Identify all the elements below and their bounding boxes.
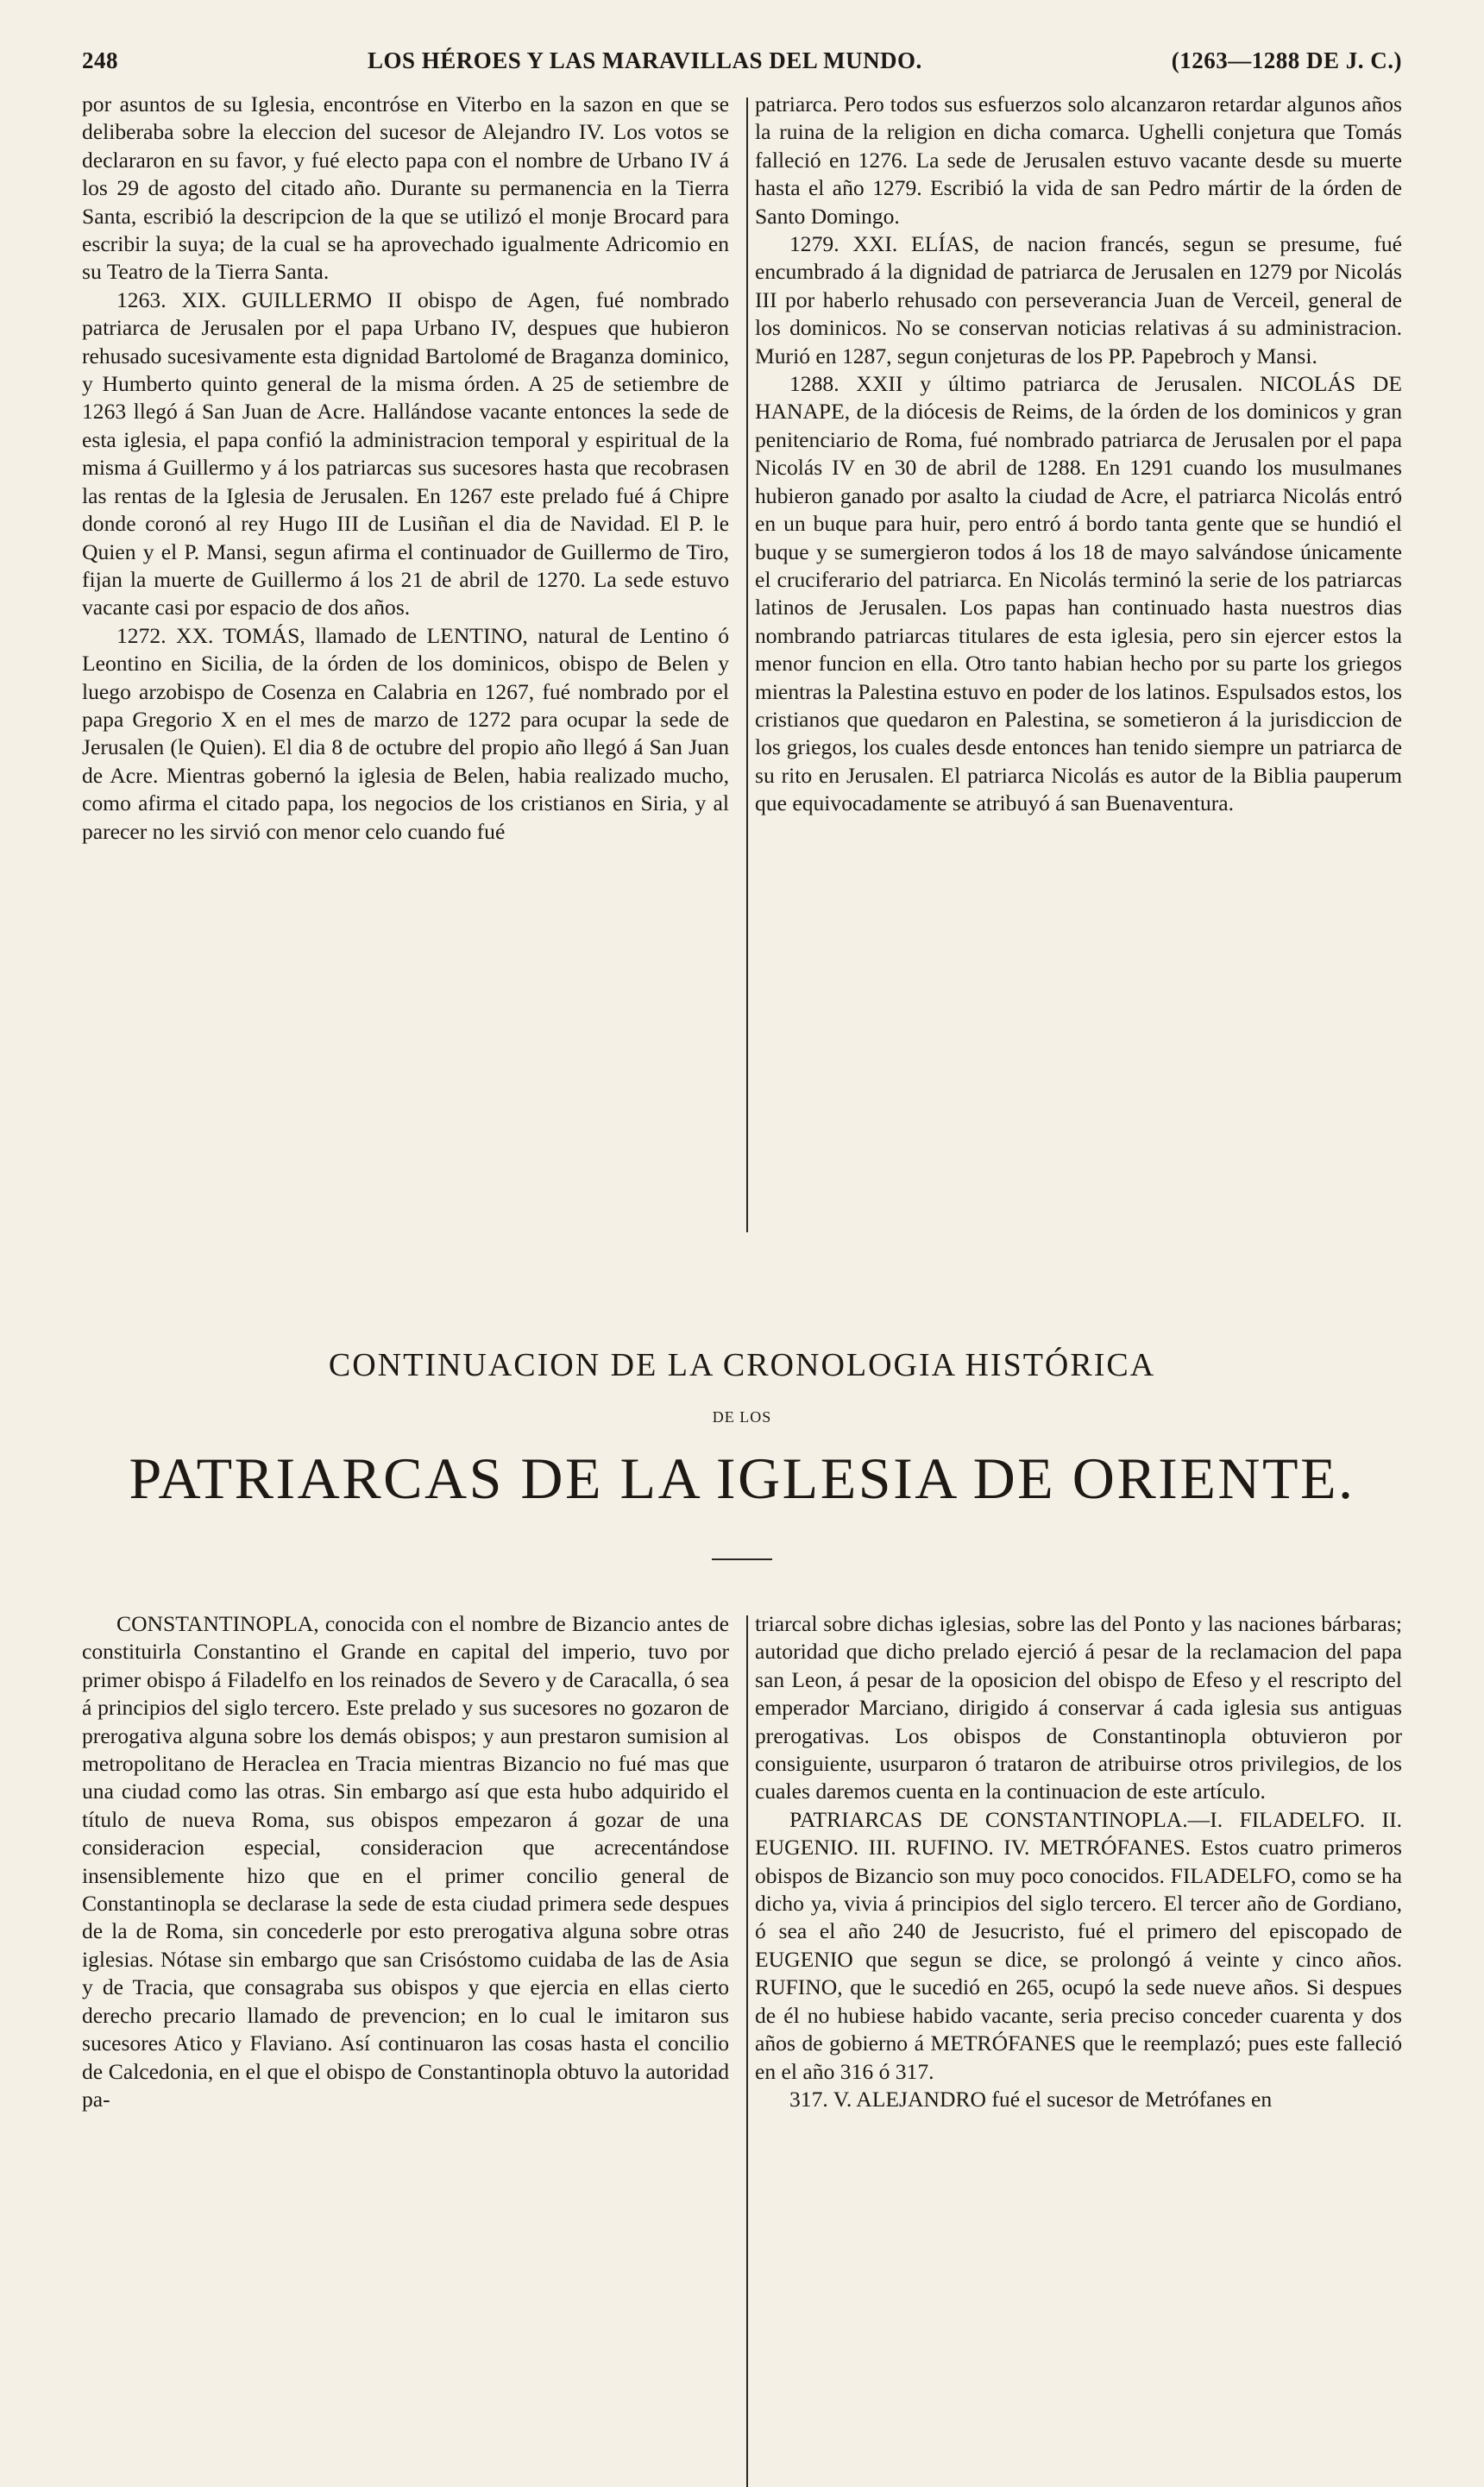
column-divider	[746, 98, 748, 1232]
year-range: (1263—1288 DE J. C.)	[1171, 47, 1402, 73]
paragraph: patriarca. Pero todos sus esfuerzos solo alcanzaron retardar algunos años la ruina de la religion en dicha comarca. Ughelli conjetura que Tomás falleció en 1276. La sede de Jerusalen estuvo vacante desde su muerte hasta el año 1279. Escribió la vida de san Pedro mártir de la órden de Santo Domingo.	[755, 91, 1402, 229]
paragraph: 317. V. ALEJANDRO fué el sucesor de Metrófanes en	[789, 2086, 1273, 2112]
paragraph: 1279. XXI. ELÍAS, de nacion francés, segun se presume, fué encumbrado á la dignidad de patriarca de Jerusalen en 1279 por Nicolás III por haberlo rehusado con perseverancia Juan de Verceil, general de los dominicos. No se conservan noticias relativas á su administracion. Murió en 1287, segun conjeturas de los PP. Papebroch y Mansi.	[755, 231, 1402, 368]
section-divider	[712, 1558, 772, 1560]
paragraph: 1288. XXII y último patriarca de Jerusalen. NICOLÁS DE HANAPE, de la diócesis de Reims, de la órden de los dominicos y gran penitenciario de Roma, fué nombrado patriarca de Jerusalen por el papa Nicolás IV en 30 de abril de 1288. En 1291 cuando los musulmanes hubieron ganado por asalto la ciudad de Acre, el patriarca Nicolás entró en un buque para huir, pero entró á bordo tanta gente que se hundió el buque y se sumergieron todos á los 18 de mayo salvándose únicamente el cruciferario del patriarca. En Nicolás terminó la serie de los patriarcas latinos de Jerusalen. Los papas han continuado hasta nuestros dias nombrando patriarcas titulares de esta iglesia, pero sin ejercer estos la menor funcion en ella. Otro tanto habian hecho por su parte los griegos mientras la Palestina estuvo en poder de los latinos. Espulsados estos, los cristianos que quedaron en Palestina, se sometieron á la jurisdiccion de los griegos, los cuales desde entonces han tenido siempre un patriarca de su rito en Jerusalen. El patriarca Nicolás es autor de la Biblia pauperum que equivocadamente se atribuyó á san Buenaventura.	[755, 371, 1402, 816]
paragraph: PATRIARCAS DE CONSTANTINOPLA.—I. FILADELFO. II. EUGENIO. III. RUFINO. IV. METRÓFANES. Estos cuatro primeros obispos de Bizancio son muy poco conocidos. FILADELFO, como se ha dicho ya, vivia á principios del siglo tercero. El tercer año de Gordiano, ó sea el año 240 de Jesucristo, fué el primero del episcopado de EUGENIO que segun se dice, se prolongó á veinte y cinco años. RUFINO, que le sucedió en 265, ocupó la sede nueve años. Si despues de él no hubiese habido vacante, seria preciso conceder cuarenta y dos años de gobierno á METRÓFANES que le reemplazó; pues este falleció en el año 316 ó 317.	[755, 1806, 1402, 2084]
section-heading-line-1: CONTINUACION DE LA CRONOLOGIA HISTÓRICA	[328, 1347, 1156, 1383]
paragraph: triarcal sobre dichas iglesias, sobre las del Ponto y las naciones bárbaras; autoridad que dicho prelado ejerció á pesar de la reclamacion del papa san Leon, á pesar de la oposicion del obispo de Efeso y el rescripto del emperador Marciano, dirigido á conservar á cada iglesia sus antiguas prerogativas. Los obispos de Constantinopla obtuvieron por consiguiente, usurparon ó trataron de atribuirse otros privilegios, de los cuales daremos cuenta en la continuacion de este artículo.	[755, 1611, 1402, 1804]
section-heading	[82, 1346, 1402, 1560]
paragraph: CONSTANTINOPLA, conocida con el nombre de Bizancio antes de constituirla Constantino el Grande en capital del imperio, tuvo por primer obispo á Filadelfo en los reinados de Severo y de Caracalla, ó sea á principios del siglo tercero. Este prelado y sus sucesores no gozaron de prerogativa alguna sobre los demás obispos; y aun prestaron sumision al metropolitano de Heraclea en Tracia mientras Bizancio no fué mas que una ciudad como las otras. Sin embargo así que esta hubo adquirido el título de nueva Roma, sus obispos empezaron á gozar de una consideracion especial, consideracion que acrecentándose insensiblemente hizo que en el primer concilio general de Constantinopla se declarase la sede de esta ciudad primera sede despues de la de Roma, sin concederle por esto prerogativa alguna sobre otras iglesias. Nótase sin embargo que san Crisóstomo cuidaba de las de Asia y de Tracia, que consagraba sus obispos y que ejercia en ellas cierto derecho precario llamado de prevencion; en lo cual le imitaron sus sucesores Atico y Flaviano. Así continuaron las cosas hasta el concilio de Calcedonia, en el que el obispo de Constantinopla obtuvo la autoridad pa-	[82, 1611, 729, 2112]
page-header	[82, 47, 1402, 85]
running-title: LOS HÉROES Y LAS MARAVILLAS DEL MUNDO.	[367, 47, 922, 73]
paragraph: por asuntos de su Iglesia, encontróse en Viterbo en la sazon en que se deliberaba sobre la eleccion del sucesor de Alejandro IV. Los votos se declararon en su favor, y fué electo papa con el nombre de Urbano IV á los 29 de agosto del citado año. Durante su permanencia en la Tierra Santa, escribió la descripcion de la que se utilizó el monje Brocard para escribir la suya; de la cual se ha aprovechado igualmente Adricomio en su Teatro de la Tierra Santa.	[82, 91, 729, 285]
column-divider	[746, 1615, 748, 2487]
top-columns	[82, 91, 1402, 1234]
bottom-columns	[82, 1610, 1402, 2113]
section-heading-main: PATRIARCAS DE LA IGLESIA DE ORIENTE.	[129, 1445, 1355, 1511]
top-left-column	[82, 91, 729, 1234]
paragraph: 1272. XX. TOMÁS, llamado de LENTINO, natural de Lentino ó Leontino en Sicilia, de la órden de los dominicos, obispo de Belen y luego arzobispo de Cosenza en Calabria en 1267, fué nombrado por el papa Gregorio X en el mes de marzo de 1272 para ocupar la sede de Jerusalen (le Quien). El dia 8 de octubre del propio año llegó á San Juan de Acre. Mientras gobernó la iglesia de Belen, habia realizado mucho, como afirma el citado papa, los negocios de los cristianos en Siria, y al parecer no les sirvió con menor celo cuando fué	[82, 622, 729, 844]
section-heading-line-2: DE LOS	[712, 1408, 772, 1426]
bottom-left-column	[82, 1610, 729, 2113]
bottom-right-column	[755, 1610, 1402, 2113]
paragraph: 1263. XIX. GUILLERMO II obispo de Agen, fué nombrado patriarca de Jerusalen por el papa Urbano IV, despues que hubieron rehusado sucesivamente esta dignidad Bartolomé de Braganza dominico, y Humberto quinto general de la misma órden. A 25 de setiembre de 1263 llegó á San Juan de Acre. Hallándose vacante entonces la sede de esta iglesia, el papa confió la administracion temporal y espiritual de la misma á Guillermo y á los patriarcas sus sucesores hasta que recobrasen las rentas de la Iglesia de Jerusalen. En 1267 este prelado fué á Chipre donde coronó al rey Hugo III de Lusiñan el dia de Navidad. El P. le Quien y el P. Mansi, segun afirma el continuador de Guillermo de Tiro, fijan la muerte de Guillermo á los 21 de abril de 1270. La sede estuvo vacante casi por espacio de dos años.	[82, 286, 729, 620]
page-number: 248	[82, 47, 118, 73]
page	[82, 47, 1402, 2113]
top-right-column	[755, 91, 1402, 1234]
